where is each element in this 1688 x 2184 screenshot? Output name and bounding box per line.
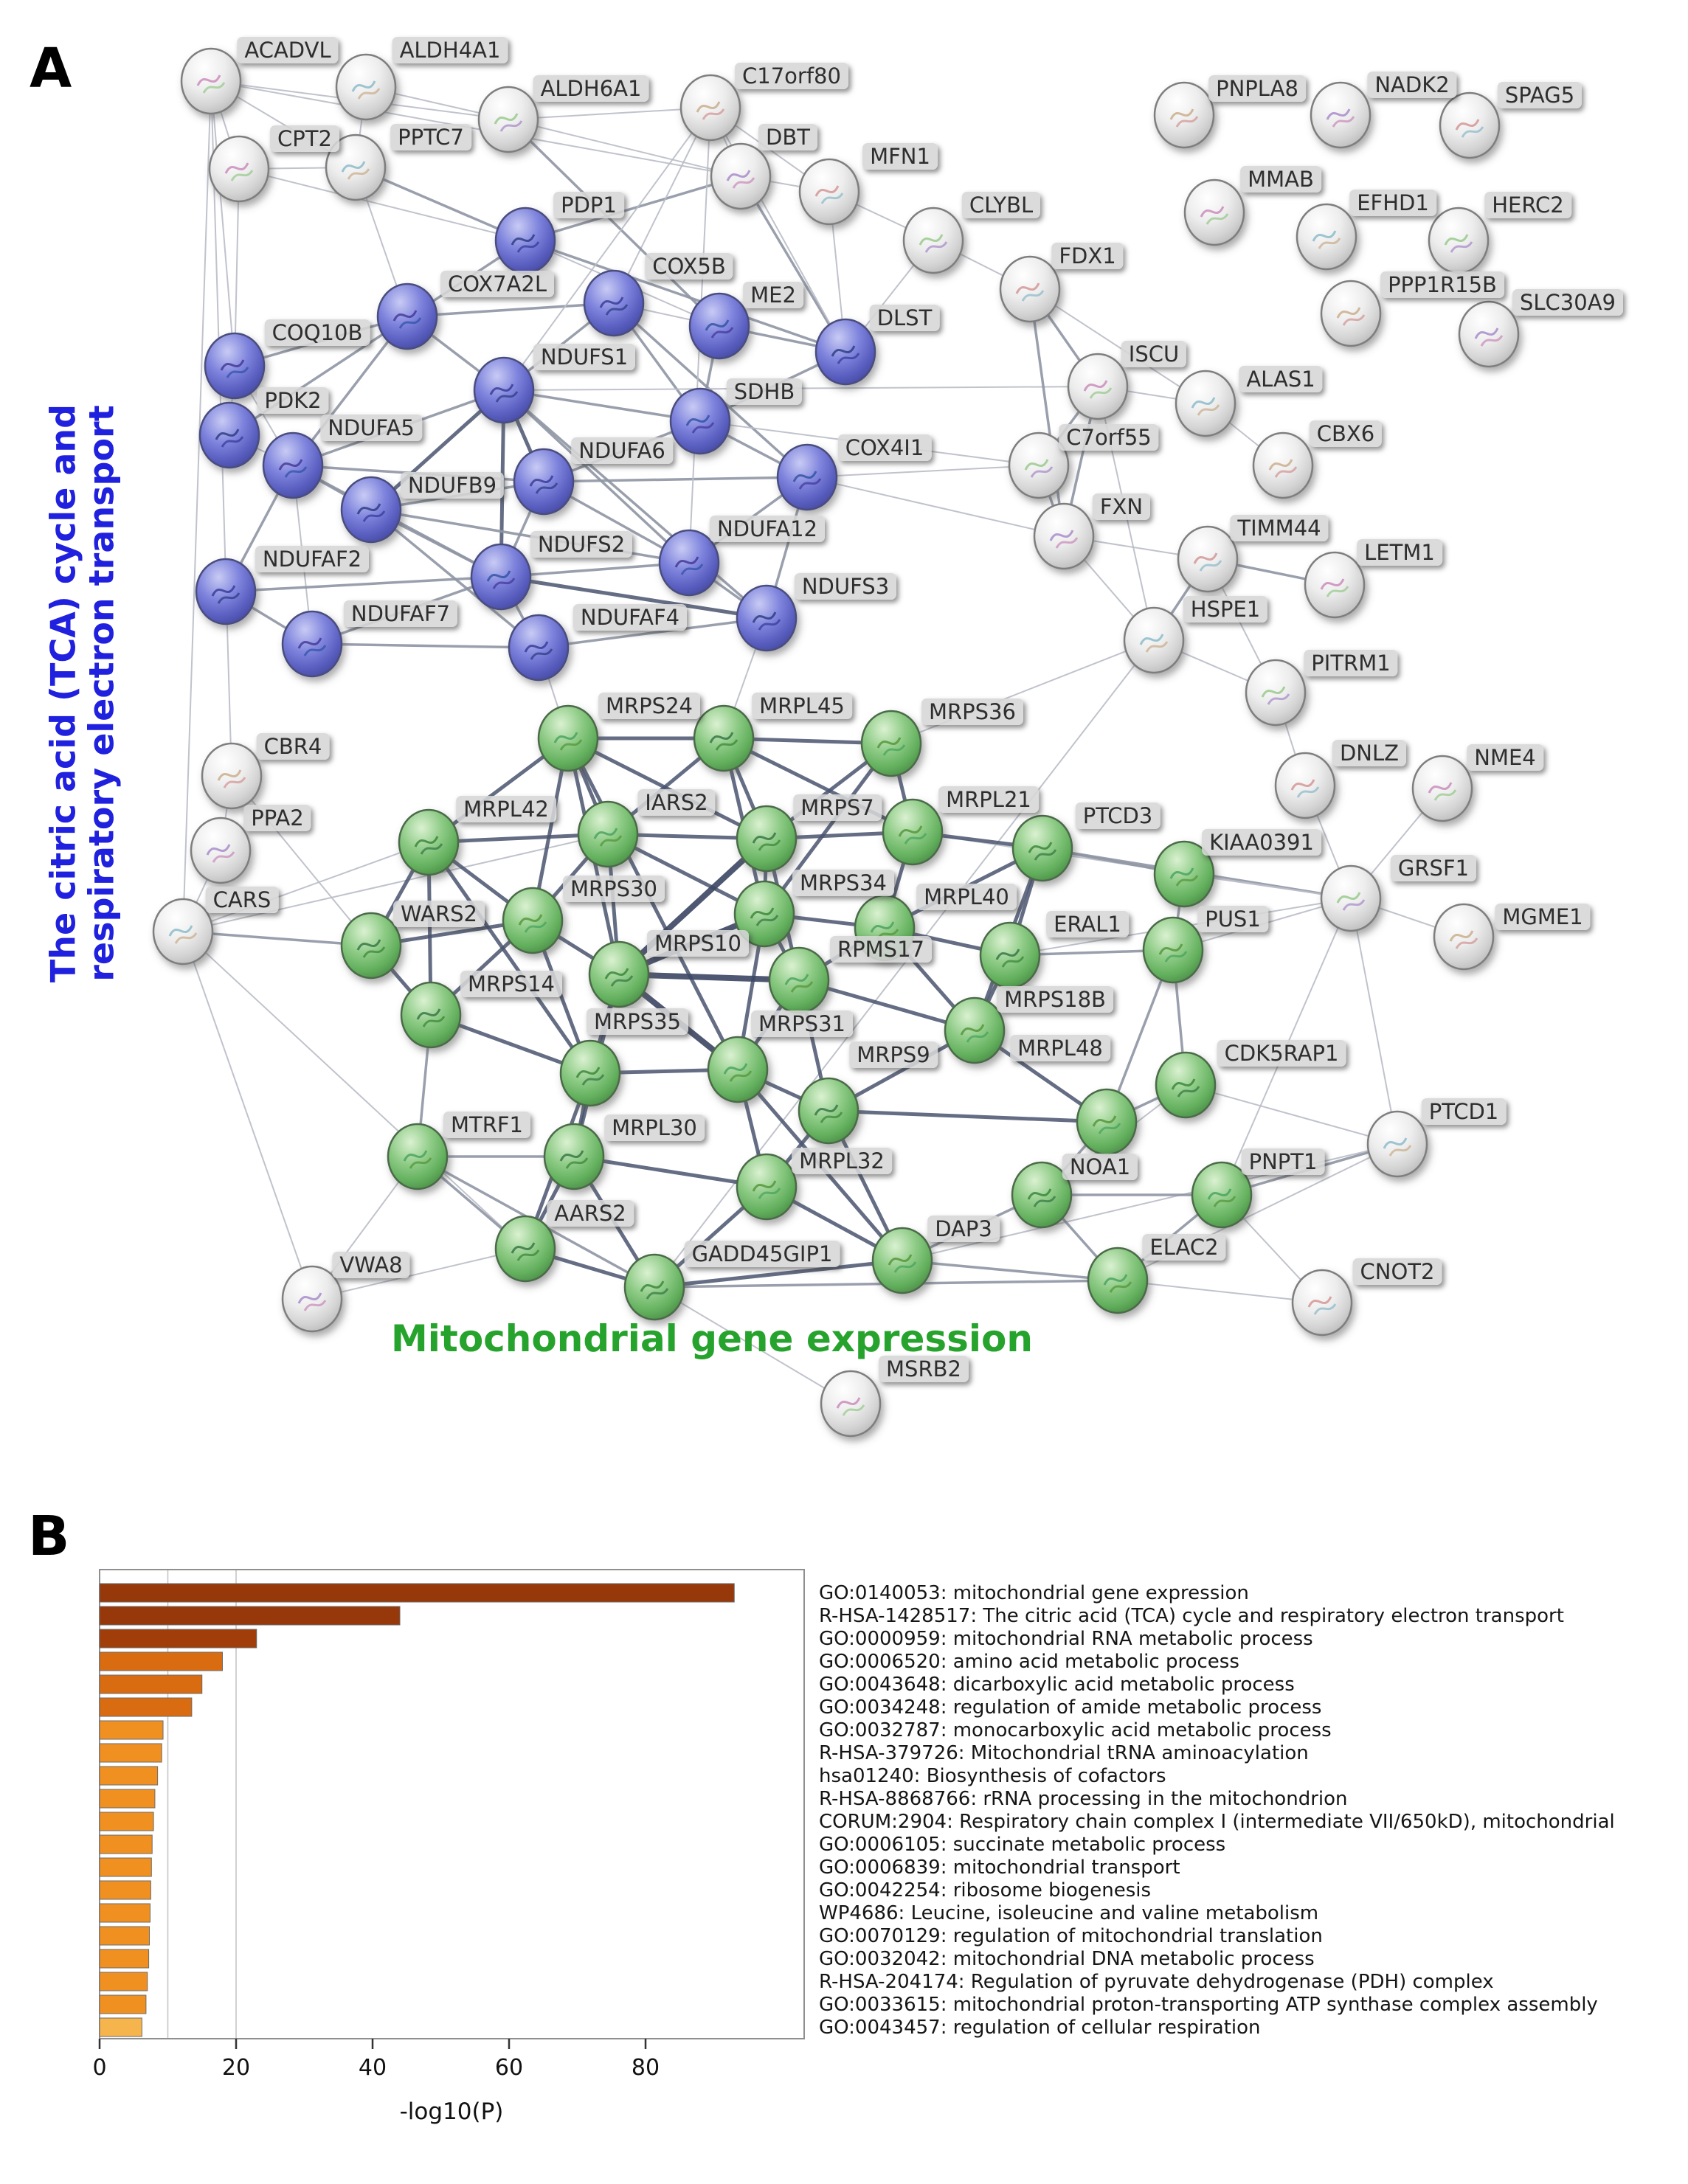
tca-cluster-caption bbox=[44, 232, 120, 1154]
node-label-SPAG5: SPAG5 bbox=[1498, 82, 1582, 108]
bar-15 bbox=[100, 1927, 150, 1945]
bar-1 bbox=[100, 1606, 400, 1625]
node-COX5B bbox=[584, 271, 643, 336]
node-label-LETM1: LETM1 bbox=[1357, 539, 1442, 566]
go-term-label-0: GO:0140053: mitochondrial gene expression bbox=[819, 1581, 1249, 1604]
node-MRPS18B bbox=[945, 998, 1004, 1063]
node-MRPL45 bbox=[694, 706, 753, 771]
bar-11 bbox=[100, 1835, 152, 1854]
bar-9 bbox=[100, 1789, 155, 1808]
node-label-MGME1: MGME1 bbox=[1495, 904, 1590, 930]
node-label-MRPS30: MRPS30 bbox=[563, 876, 665, 902]
node-MRPL42 bbox=[399, 810, 458, 875]
bar-6 bbox=[100, 1721, 163, 1739]
node-label-ALAS1: ALAS1 bbox=[1239, 366, 1322, 392]
x-axis-title: -log10(P) bbox=[399, 2098, 504, 2125]
node-label-HERC2: HERC2 bbox=[1484, 192, 1571, 218]
node-DBT bbox=[711, 144, 770, 209]
node-label-ALDH6A1: ALDH6A1 bbox=[533, 75, 649, 102]
panel-b-letter: B bbox=[28, 1505, 70, 1568]
node-NME4 bbox=[1413, 756, 1472, 821]
bar-19 bbox=[100, 2018, 142, 2036]
node-label-MRPS35: MRPS35 bbox=[587, 1008, 688, 1035]
node-CBX6 bbox=[1253, 433, 1312, 498]
node-COQ10B bbox=[205, 333, 264, 398]
node-label-PUS1: PUS1 bbox=[1197, 906, 1268, 932]
node-label-ME2: ME2 bbox=[743, 282, 803, 308]
node-NDUFS2 bbox=[471, 544, 530, 609]
node-label-CDK5RAP1: CDK5RAP1 bbox=[1217, 1040, 1346, 1067]
edge-SDHB-C7orf55 bbox=[700, 421, 1039, 465]
node-MRPL32 bbox=[737, 1154, 796, 1219]
tick-label-60: 60 bbox=[494, 2055, 524, 2081]
node-MRPS7 bbox=[737, 806, 796, 871]
tick-label-20: 20 bbox=[221, 2055, 251, 2081]
node-label-NDUFS1: NDUFS1 bbox=[533, 344, 635, 370]
node-ALDH4A1 bbox=[336, 55, 395, 119]
node-PTCD1 bbox=[1368, 1112, 1427, 1176]
node-label-MRPS7: MRPS7 bbox=[793, 794, 882, 821]
node-CARS bbox=[153, 899, 212, 964]
node-IARS2 bbox=[578, 802, 637, 867]
node-label-ELAC2: ELAC2 bbox=[1142, 1234, 1225, 1261]
node-RPMS17 bbox=[769, 948, 829, 1013]
node-AARS2 bbox=[496, 1216, 555, 1281]
tick-label-80: 80 bbox=[631, 2055, 660, 2081]
node-HSPE1 bbox=[1124, 608, 1183, 673]
edge-PTCD1-DAP3 bbox=[902, 1144, 1397, 1261]
node-MRPS30 bbox=[503, 888, 562, 953]
node-NDUFB9 bbox=[342, 477, 401, 542]
node-label-PNPLA8: PNPLA8 bbox=[1208, 75, 1306, 102]
node-label-NDUFA5: NDUFA5 bbox=[320, 415, 422, 441]
node-label-NDUFAF7: NDUFAF7 bbox=[344, 600, 457, 627]
node-label-PPP1R15B: PPP1R15B bbox=[1380, 271, 1504, 298]
node-label-MFN1: MFN1 bbox=[862, 143, 938, 170]
node-label-NADK2: NADK2 bbox=[1367, 72, 1456, 98]
node-FXN bbox=[1034, 504, 1093, 569]
node-FDX1 bbox=[1000, 257, 1059, 322]
node-PDP1 bbox=[496, 208, 555, 273]
node-MMAB bbox=[1185, 180, 1244, 245]
node-label-FXN: FXN bbox=[1093, 493, 1150, 520]
node-MFN1 bbox=[800, 159, 859, 224]
node-GADD45GIP1 bbox=[625, 1255, 684, 1320]
node-label-COX4I1: COX4I1 bbox=[838, 434, 932, 461]
bar-17 bbox=[100, 1972, 148, 1991]
node-label-IARS2: IARS2 bbox=[637, 789, 715, 816]
node-PDK2 bbox=[200, 403, 259, 468]
go-term-label-13: GO:0042254: ribosome biogenesis bbox=[819, 1879, 1152, 1902]
node-NOA1 bbox=[1012, 1162, 1071, 1227]
edge-NDUFA6-COX4I1 bbox=[544, 477, 807, 482]
tick-label-0: 0 bbox=[92, 2055, 107, 2081]
bar-7 bbox=[100, 1744, 162, 1762]
node-label-MRPL45: MRPL45 bbox=[752, 693, 852, 719]
node-label-HSPE1: HSPE1 bbox=[1183, 596, 1267, 623]
node-MRPL40 bbox=[855, 895, 914, 960]
node-MRPL48 bbox=[1077, 1089, 1136, 1154]
node-MRPS36 bbox=[862, 711, 921, 776]
node-VWA8 bbox=[283, 1266, 342, 1331]
go-term-label-5: GO:0034248: regulation of amide metabolic process bbox=[819, 1696, 1322, 1719]
go-term-label-14: WP4686: Leucine, isoleucine and valine metabolism bbox=[819, 1902, 1319, 1924]
node-PUS1 bbox=[1144, 918, 1203, 982]
edge-FDX1-FXN bbox=[1030, 289, 1064, 536]
node-label-MRPS14: MRPS14 bbox=[460, 971, 562, 997]
edge-PDP1-DBT bbox=[525, 176, 741, 240]
node-label-VWA8: VWA8 bbox=[332, 1252, 409, 1278]
edge-CBR4-WARS2 bbox=[232, 776, 371, 946]
node-label-MMAB: MMAB bbox=[1240, 166, 1321, 193]
node-SPAG5 bbox=[1440, 93, 1499, 158]
node-label-PTCD1: PTCD1 bbox=[1422, 1098, 1507, 1125]
node-label-DNLZ: DNLZ bbox=[1332, 740, 1406, 766]
node-label-CBX6: CBX6 bbox=[1310, 420, 1382, 447]
bar-4 bbox=[100, 1675, 202, 1694]
node-label-MRPS36: MRPS36 bbox=[921, 698, 1023, 725]
node-label-FDX1: FDX1 bbox=[1051, 243, 1123, 269]
node-label-PNPT1: PNPT1 bbox=[1242, 1148, 1325, 1175]
go-term-label-6: GO:0032787: monocarboxylic acid metabolic process bbox=[819, 1719, 1332, 1741]
node-DLST bbox=[816, 319, 875, 384]
tca-caption-line2: respiratory electron transport bbox=[81, 405, 121, 982]
node-label-NDUFAF2: NDUFAF2 bbox=[255, 546, 369, 572]
node-NDUFAF4 bbox=[509, 615, 568, 680]
node-NDUFS3 bbox=[737, 586, 796, 651]
node-label-NOA1: NOA1 bbox=[1062, 1154, 1138, 1180]
node-COX4I1 bbox=[778, 445, 837, 510]
node-CLYBL bbox=[904, 208, 963, 273]
node-label-MSRB2: MSRB2 bbox=[879, 1356, 969, 1382]
node-label-TIMM44: TIMM44 bbox=[1230, 515, 1328, 541]
node-MRPS24 bbox=[539, 706, 598, 771]
go-term-label-16: GO:0032042: mitochondrial DNA metabolic process bbox=[819, 1947, 1315, 1970]
node-label-RPMS17: RPMS17 bbox=[830, 936, 932, 963]
node-PPTC7 bbox=[326, 135, 385, 200]
node-EFHD1 bbox=[1297, 204, 1356, 269]
go-term-label-4: GO:0043648: dicarboxylic acid metabolic process bbox=[819, 1673, 1295, 1696]
tick-label-40: 40 bbox=[358, 2055, 387, 2081]
bar-14 bbox=[100, 1904, 150, 1922]
node-label-NDUFA6: NDUFA6 bbox=[571, 437, 673, 464]
go-term-label-7: R-HSA-379726: Mitochondrial tRNA aminoacylation bbox=[819, 1741, 1309, 1764]
node-NDUFAF2 bbox=[196, 559, 255, 624]
edge-CARS-AARS2 bbox=[183, 932, 525, 1249]
go-term-label-3: GO:0006520: amino acid metabolic process bbox=[819, 1650, 1239, 1673]
node-MSRB2 bbox=[821, 1371, 880, 1436]
bar-2 bbox=[100, 1629, 257, 1648]
node-NADK2 bbox=[1311, 83, 1370, 148]
node-NDUFA6 bbox=[514, 449, 573, 514]
node-CNOT2 bbox=[1293, 1270, 1352, 1335]
node-ACADVL bbox=[181, 49, 241, 114]
node-label-ACADVL: ACADVL bbox=[237, 37, 338, 63]
node-label-COX7A2L: COX7A2L bbox=[440, 271, 554, 297]
go-term-label-17: R-HSA-204174: Regulation of pyruvate dehydrogenase (PDH) complex bbox=[819, 1970, 1494, 1993]
go-term-label-8: hsa01240: Biosynthesis of cofactors bbox=[819, 1764, 1166, 1787]
node-MRPL21 bbox=[883, 800, 942, 864]
edge-GRSF1-PTCD1 bbox=[1351, 898, 1397, 1144]
barchart-shapes bbox=[100, 1570, 804, 2049]
node-label-MRPL42: MRPL42 bbox=[456, 796, 556, 822]
node-MRPS9 bbox=[799, 1078, 858, 1143]
mito-cluster-caption: Mitochondrial gene expression bbox=[391, 1317, 1033, 1360]
node-LETM1 bbox=[1305, 552, 1364, 617]
node-GRSF1 bbox=[1321, 866, 1380, 931]
node-KIAA0391 bbox=[1155, 842, 1214, 906]
node-label-MRPS31: MRPS31 bbox=[751, 1010, 853, 1037]
node-label-C7orf55: C7orf55 bbox=[1059, 424, 1158, 451]
go-term-label-18: GO:0033615: mitochondrial proton-transporting ATP synthase complex assembly bbox=[819, 1993, 1598, 2016]
node-PNPLA8 bbox=[1155, 83, 1214, 148]
node-label-PITRM1: PITRM1 bbox=[1304, 650, 1397, 676]
node-label-MRPS24: MRPS24 bbox=[598, 693, 700, 719]
node-label-CNOT2: CNOT2 bbox=[1353, 1258, 1442, 1285]
node-ISCU bbox=[1068, 354, 1127, 419]
node-label-NDUFB9: NDUFB9 bbox=[401, 472, 504, 499]
bar-10 bbox=[100, 1812, 153, 1831]
go-term-label-1: R-HSA-1428517: The citric acid (TCA) cycle and respiratory electron transport bbox=[819, 1604, 1564, 1627]
node-label-WARS2: WARS2 bbox=[393, 901, 485, 927]
node-WARS2 bbox=[342, 913, 401, 978]
node-label-C17orf80: C17orf80 bbox=[735, 63, 848, 89]
node-MTRF1 bbox=[388, 1124, 447, 1189]
node-COX7A2L bbox=[378, 284, 437, 349]
network-edges bbox=[183, 81, 1464, 1404]
node-label-NDUFS3: NDUFS3 bbox=[795, 573, 896, 600]
edge-NDUFS1-ISCU bbox=[504, 386, 1098, 390]
node-label-ISCU: ISCU bbox=[1121, 341, 1186, 367]
node-label-SDHB: SDHB bbox=[727, 378, 802, 405]
node-label-GADD45GIP1: GADD45GIP1 bbox=[685, 1241, 840, 1267]
node-MRPS10 bbox=[589, 942, 648, 1007]
node-label-MRPS34: MRPS34 bbox=[792, 870, 894, 896]
go-term-label-12: GO:0006839: mitochondrial transport bbox=[819, 1856, 1180, 1879]
bar-5 bbox=[100, 1698, 192, 1716]
node-TIMM44 bbox=[1178, 527, 1237, 592]
edge-NDUFAF4-NDUFAF7 bbox=[312, 644, 539, 648]
go-term-label-15: GO:0070129: regulation of mitochondrial translation bbox=[819, 1924, 1323, 1947]
node-label-MRPL21: MRPL21 bbox=[938, 786, 1039, 813]
node-label-CPT2: CPT2 bbox=[270, 125, 339, 152]
bar-12 bbox=[100, 1858, 151, 1876]
node-label-MRPS9: MRPS9 bbox=[849, 1041, 938, 1068]
bar-16 bbox=[100, 1949, 149, 1968]
bar-8 bbox=[100, 1767, 158, 1785]
node-label-PPTC7: PPTC7 bbox=[390, 124, 471, 150]
node-label-NDUFA12: NDUFA12 bbox=[710, 516, 825, 542]
node-NDUFAF7 bbox=[283, 611, 342, 676]
node-label-COX5B: COX5B bbox=[645, 253, 733, 280]
node-label-CBR4: CBR4 bbox=[257, 733, 330, 760]
node-ERAL1 bbox=[980, 923, 1040, 988]
edge-NDUFS1-NDUFA5 bbox=[293, 390, 504, 465]
node-MRPS31 bbox=[708, 1037, 767, 1102]
node-ME2 bbox=[690, 294, 749, 358]
node-CBR4 bbox=[202, 743, 261, 808]
node-PITRM1 bbox=[1246, 660, 1305, 725]
edge-MRPS24-MRPS31 bbox=[568, 738, 738, 1070]
node-label-SLC30A9: SLC30A9 bbox=[1512, 289, 1623, 316]
node-label-MRPL32: MRPL32 bbox=[792, 1148, 892, 1174]
edge-CARS-VWA8 bbox=[183, 932, 312, 1299]
edge-PTCD1-ELAC2 bbox=[1118, 1144, 1397, 1280]
node-label-DAP3: DAP3 bbox=[927, 1216, 1000, 1242]
node-label-MRPL40: MRPL40 bbox=[916, 884, 1017, 910]
bar-13 bbox=[100, 1881, 151, 1899]
edge-ISCU-HSPE1 bbox=[1098, 386, 1154, 640]
node-label-GRSF1: GRSF1 bbox=[1391, 855, 1476, 881]
node-DAP3 bbox=[873, 1228, 932, 1293]
node-label-EFHD1: EFHD1 bbox=[1349, 190, 1436, 216]
node-MRPS14 bbox=[401, 982, 460, 1047]
go-term-label-2: GO:0000959: mitochondrial RNA metabolic process bbox=[819, 1627, 1313, 1650]
edge-NDUFS3-NDUFAF4 bbox=[539, 618, 767, 648]
node-label-PPA2: PPA2 bbox=[243, 805, 311, 831]
node-label-CARS: CARS bbox=[206, 887, 279, 913]
node-PPP1R15B bbox=[1321, 281, 1380, 346]
node-NDUFA5 bbox=[263, 433, 322, 498]
edge-GRSF1-PNPT1 bbox=[1222, 898, 1351, 1195]
node-NDUFA12 bbox=[660, 530, 719, 595]
bar-3 bbox=[100, 1652, 223, 1671]
node-PNPT1 bbox=[1192, 1162, 1251, 1227]
node-NDUFS1 bbox=[474, 358, 533, 423]
node-SLC30A9 bbox=[1459, 302, 1518, 367]
go-term-label-9: R-HSA-8868766: rRNA processing in the mitochondrion bbox=[819, 1787, 1348, 1810]
node-label-PTCD3: PTCD3 bbox=[1076, 802, 1160, 829]
node-MRPS35 bbox=[561, 1041, 620, 1106]
node-label-DLST: DLST bbox=[870, 305, 940, 331]
node-PPA2 bbox=[191, 818, 250, 883]
bar-0 bbox=[100, 1584, 734, 1602]
go-term-label-10: CORUM:2904: Respiratory chain complex I (intermediate VII/650kD), mitochondrial bbox=[819, 1810, 1615, 1833]
node-label-PDP1: PDP1 bbox=[553, 192, 624, 218]
node-ALAS1 bbox=[1176, 371, 1235, 436]
node-label-MRPS18B: MRPS18B bbox=[997, 986, 1113, 1013]
node-C7orf55 bbox=[1009, 433, 1068, 498]
edge-ACADVL-CARS bbox=[183, 81, 211, 932]
panel-a-letter: A bbox=[30, 37, 72, 100]
node-label-COQ10B: COQ10B bbox=[265, 319, 370, 346]
edge-MRPL42-MRPS35 bbox=[429, 842, 590, 1073]
node-label-MRPS10: MRPS10 bbox=[647, 930, 749, 957]
node-label-CLYBL: CLYBL bbox=[962, 192, 1040, 218]
go-term-label-11: GO:0006105: succinate metabolic process bbox=[819, 1833, 1226, 1856]
node-HERC2 bbox=[1429, 208, 1488, 273]
node-label-NME4: NME4 bbox=[1467, 744, 1543, 771]
node-PTCD3 bbox=[1013, 816, 1072, 881]
node-label-KIAA0391: KIAA0391 bbox=[1202, 829, 1321, 856]
node-MRPL30 bbox=[544, 1124, 603, 1189]
node-label-ALDH4A1: ALDH4A1 bbox=[392, 37, 508, 63]
edge-PTCD1-CDK5RAP1 bbox=[1186, 1085, 1397, 1144]
node-label-ERAL1: ERAL1 bbox=[1046, 911, 1129, 937]
tca-caption-line1: The citric acid (TCA) cycle and bbox=[43, 403, 83, 983]
edge-DAP3-ELAC2 bbox=[902, 1261, 1118, 1280]
node-label-MRPL30: MRPL30 bbox=[604, 1114, 705, 1141]
edge-COX4I1-C7orf55 bbox=[807, 465, 1039, 477]
node-MGME1 bbox=[1434, 904, 1493, 969]
node-CDK5RAP1 bbox=[1156, 1053, 1215, 1117]
node-label-AARS2: AARS2 bbox=[547, 1200, 634, 1227]
edge-MRPS9-MRPL48 bbox=[829, 1111, 1107, 1122]
edge-CNOT2-ELAC2 bbox=[1118, 1280, 1322, 1303]
node-label-DBT: DBT bbox=[758, 124, 817, 150]
node-MRPS34 bbox=[735, 881, 794, 946]
node-label-PDK2: PDK2 bbox=[257, 387, 328, 414]
node-DNLZ bbox=[1276, 753, 1335, 818]
node-label-NDUFS2: NDUFS2 bbox=[530, 531, 632, 558]
node-C17orf80 bbox=[681, 75, 740, 140]
node-CPT2 bbox=[210, 136, 269, 201]
node-SDHB bbox=[671, 389, 730, 454]
node-ELAC2 bbox=[1088, 1248, 1147, 1313]
node-label-MTRF1: MTRF1 bbox=[443, 1112, 530, 1138]
go-term-label-19: GO:0043457: regulation of cellular respiration bbox=[819, 2016, 1261, 2039]
node-label-MRPL48: MRPL48 bbox=[1010, 1035, 1110, 1061]
node-label-NDUFAF4: NDUFAF4 bbox=[573, 604, 687, 631]
edge-COX7A2L-COX5B bbox=[407, 303, 614, 316]
bar-18 bbox=[100, 1995, 146, 2014]
node-ALDH6A1 bbox=[479, 87, 538, 152]
